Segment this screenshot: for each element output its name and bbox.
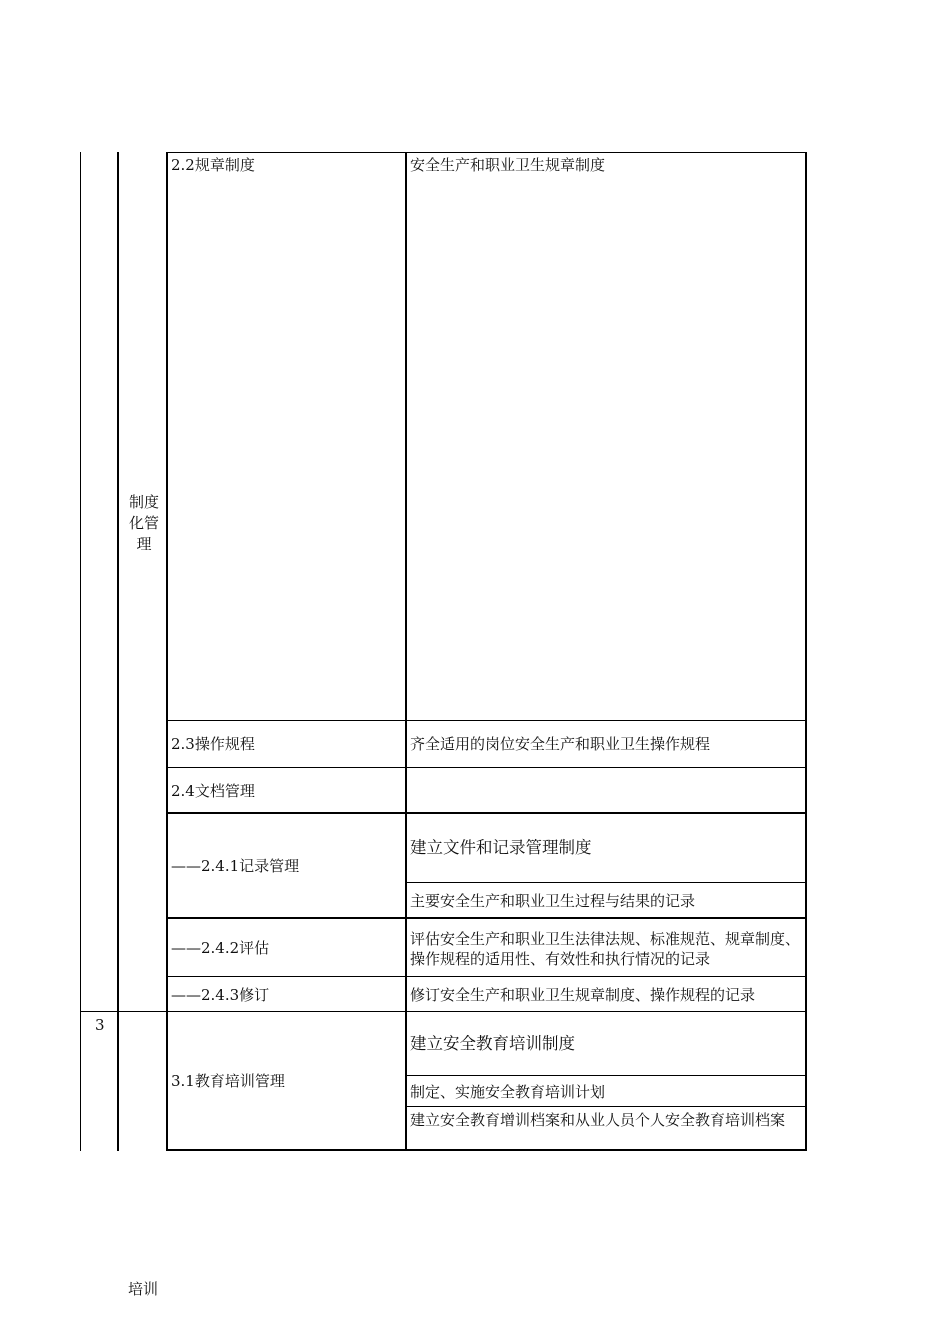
requirement-cell: 建立安全教育增训档案和从业人员个人安全教育培训档案: [410, 1111, 786, 1129]
table-border-left: [80, 152, 81, 1151]
row-divider: [166, 720, 807, 721]
row-divider: [166, 812, 807, 814]
section-divider: [80, 1011, 807, 1012]
table-border-bottom: [166, 1149, 807, 1151]
section-number: 3: [95, 1016, 105, 1034]
row-divider: [405, 1106, 807, 1107]
table-border-right: [805, 152, 807, 1151]
category-label: 制度化管理: [128, 493, 159, 553]
table-border-col1: [117, 152, 119, 1151]
row-divider: [405, 1075, 807, 1076]
requirement-cell: 评估安全生产和职业卫生法律法规、标准规范、规章制度、操作规程的适用性、有效性和执行情况的记录: [410, 930, 801, 968]
requirement-cell: 齐全适用的岗位安全生产和职业卫生操作规程: [410, 735, 711, 753]
item-cell: 2.3操作规程: [171, 735, 255, 753]
requirement-cell: 安全生产和职业卫生规章制度: [410, 156, 606, 174]
item-cell: 2.4文档管理: [171, 782, 255, 800]
item-cell: 2.2规章制度: [171, 156, 255, 174]
footer-label: 培训: [128, 1280, 159, 1298]
requirement-cell: 主要安全生产和职业卫生过程与结果的记录: [410, 892, 696, 910]
row-divider: [166, 917, 807, 919]
item-cell: ——2.4.3修订: [171, 986, 270, 1004]
table-border-col3: [405, 152, 407, 1151]
row-divider: [166, 767, 807, 768]
table-border-top: [166, 152, 807, 153]
table-border-col2: [166, 152, 168, 1151]
requirement-cell: 制定、实施安全教育培训计划: [410, 1083, 606, 1101]
requirement-cell: 修订安全生产和职业卫生规章制度、操作规程的记录: [410, 986, 756, 1004]
row-divider: [405, 882, 807, 883]
item-cell: ——2.4.1记录管理: [171, 857, 300, 875]
row-divider: [166, 976, 807, 977]
requirement-cell: 建立安全教育培训制度: [410, 1034, 575, 1053]
item-cell: ——2.4.2评估: [171, 939, 270, 957]
requirement-cell: 建立文件和记录管理制度: [410, 838, 592, 857]
item-cell: 3.1教育培训管理: [171, 1072, 285, 1090]
